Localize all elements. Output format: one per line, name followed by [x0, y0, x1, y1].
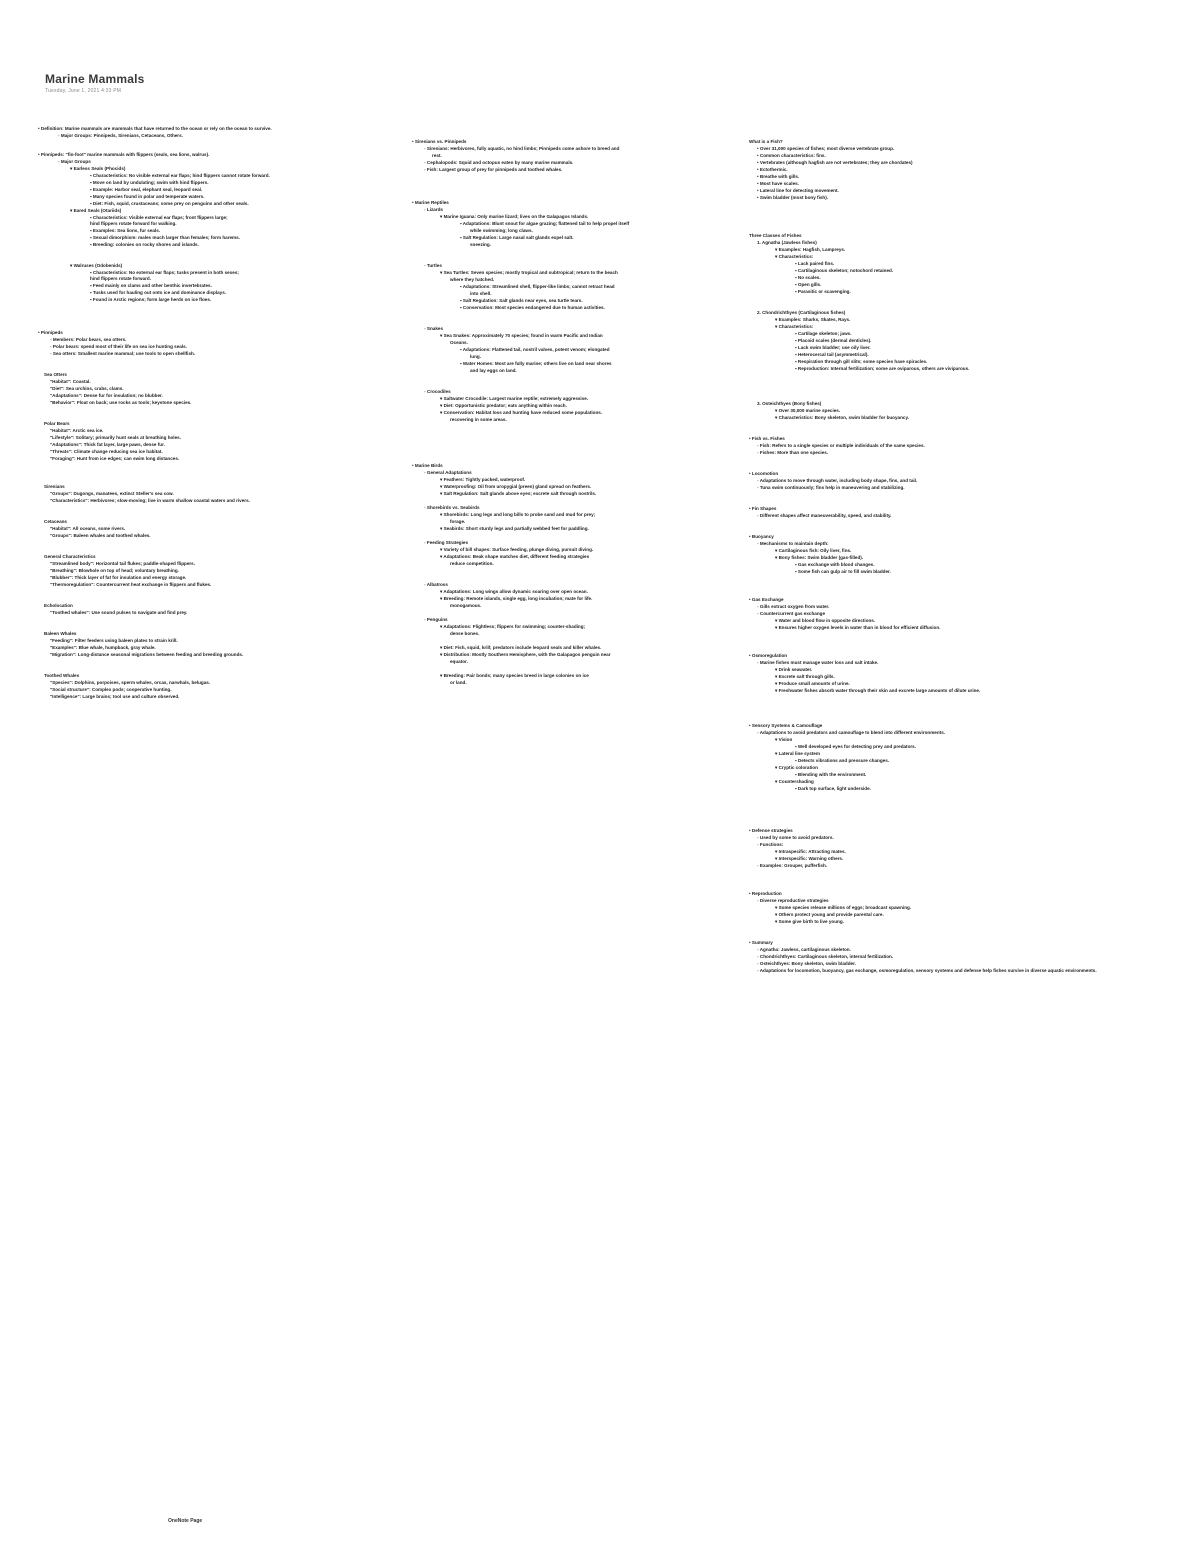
note-line: ◦ Snakes — [424, 326, 443, 331]
note-line: "Habitat": Coastal. — [50, 379, 91, 384]
note-line: ▾ Sea Turtles: Seven species; mostly tropical and subtropical; return to the beach — [440, 270, 618, 275]
note-line: 2. Chondrichthyes (Cartilaginous fishes) — [757, 310, 846, 315]
note-line: ▾ Countershading — [775, 779, 814, 784]
note-line: ◦ Mechanisms to maintain depth: — [757, 541, 829, 546]
note-line: lung. — [470, 354, 481, 359]
note-line: while swimming; long claws. — [470, 228, 533, 233]
note-line: ◦ Shorebirds vs. Seabirds — [424, 505, 480, 510]
note-line: • Common characteristics: fins. — [757, 153, 826, 158]
note-line: ◦ Marine fishes must manage water loss and salt intake. — [757, 660, 879, 665]
note-line: ◦ Diverse reproductive strategies — [757, 898, 829, 903]
note-line: ▪ Found in Arctic regions; form large herds on ice floes. — [90, 297, 212, 302]
note-line: ◦ Chondrichthyes: Cartilaginous skeleton, internal fertilization. — [757, 954, 894, 959]
note-line: "Adaptations": Thick fat layer, large paws, dense fur. — [50, 442, 165, 447]
note-line: ▪ Cartilaginous skeleton; notochord retained. — [795, 268, 894, 273]
note-line: ▾ Salt Regulation: Salt glands above eyes; excrete salt through nostrils. — [440, 491, 597, 496]
note-line: Polar Bears — [44, 421, 70, 426]
note-line: ◦ Functions: — [757, 842, 784, 847]
note-line: Baleen Whales — [44, 631, 77, 636]
note-line: ◦ Agnatha: Jawless, cartilaginous skeleton. — [757, 947, 851, 952]
note-line: ◦ Feeding Strategies — [424, 540, 469, 545]
note-line: ▾ Marine Iguana: Only marine lizard; lives on the Galapagos Islands. — [440, 214, 589, 219]
note-line: • Marine Reptiles — [412, 200, 449, 205]
note-line: ▾ Drink seawater. — [775, 667, 813, 672]
note-line: Cetaceans — [44, 519, 67, 524]
note-line: ◦ General Adaptations — [424, 470, 472, 475]
note-line: ▾ Produce small amounts of urine. — [775, 681, 850, 686]
note-line: ▪ Water Homes: Most are fully marine; others live on land near shores — [460, 361, 612, 366]
note-line: ▾ Earless Seals (Phocids) — [70, 166, 126, 171]
note-line: ▪ Move on land by undulating; swim with hind flippers. — [90, 180, 209, 185]
note-line: forage. — [450, 519, 466, 524]
note-line: ▾ Variety of bill shapes: Surface feeding, plunge diving, pursuit diving. — [440, 547, 594, 552]
note-line: ◦ Gills extract oxygen from water. — [757, 604, 830, 609]
note-line: "Behavior": Float on back; use rocks as tools; keystone species. — [50, 400, 192, 405]
note-line: Toothed Whales — [44, 673, 80, 678]
note-line: where they hatched. — [450, 277, 495, 282]
note-line: "Habitat": Arctic sea ice. — [50, 428, 104, 433]
note-line: ▪ Salt Regulation: Large nasal salt glands expel salt. — [460, 235, 574, 240]
note-line: "Examples": Blue whale, humpback, gray whale. — [50, 645, 156, 650]
note-line: • Over 31,000 species of fishes; most diverse vertebrate group. — [757, 146, 895, 151]
note-line: ▾ Water and blood flow in opposite directions. — [775, 618, 876, 623]
note-line: ▾ Adaptations: Flightless; flippers for swimming; counter-shading; — [440, 624, 586, 629]
note-line: ◦ Fish: Largest group of prey for pinnipeds and toothed whales. — [424, 167, 563, 172]
note-line: ◦ Members: Polar bears, sea otters. — [50, 337, 127, 342]
note-line: Sea Otters — [44, 372, 67, 377]
note-line: ▾ Freshwater fishes absorb water through their skin and excrete large amounts of dilute urine. — [775, 688, 981, 693]
note-line: ▪ Many species found in polar and temperate waters. — [90, 194, 205, 199]
note-line: ◦ Adaptations for locomotion, buoyancy, gas exchange, osmoregulation, sensory systems and defense help fishes survive in diverse aquatic environments. — [757, 968, 1097, 973]
note-line: "Species": Dolphins, porpoises, sperm whales, orcas, narwhals, belugas. — [50, 680, 211, 685]
note-line: ▾ Distribution: Mostly Southern Hemisphere, with the Galapagos penguin near — [440, 652, 611, 657]
note-line: ▪ Placoid scales (dermal denticles). — [795, 338, 872, 343]
note-line: Oceans. — [450, 340, 468, 345]
note-line: ◦ Cephalopods: Squid and octopus eaten by many marine mammals. — [424, 160, 574, 165]
note-line: ◦ Sirenians: Herbivores, fully aquatic, no hind limbs; Pinnipeds come ashore to breed and — [424, 146, 620, 151]
note-line: • Pinnipeds — [38, 330, 63, 335]
note-line: ▾ Characteristics: — [775, 324, 814, 329]
note-line: ◦ Penguins — [424, 617, 448, 622]
note-line: • Most have scales. — [757, 181, 799, 186]
note-line: hind flippers rotate forward for walking. — [90, 221, 177, 226]
note-line: • Locomotion — [749, 471, 779, 476]
note-line: equator. — [450, 659, 468, 664]
note-line: ◦ Polar bears: spend most of their life on sea ice hunting seals. — [50, 344, 187, 349]
note-line: ◦ Fish: Refers to a single species or multiple individuals of the same species. — [757, 443, 925, 448]
note-line: ▾ Saltwater Crocodile: Largest marine reptile; extremely aggressive. — [440, 396, 589, 401]
note-line: ▪ Example: Harbor seal, elephant seal, leopard seal. — [90, 187, 203, 192]
note-line: ▪ Salt Regulation: Salt glands near eyes, sea turtle tears. — [460, 298, 583, 303]
note-line: ▾ Diet: Opportunistic predator; eats anything within reach. — [440, 403, 567, 408]
note-line: ▾ Some give birth to live young. — [775, 919, 844, 924]
note-line: ▾ Characteristics: Bony skeleton, swim bladder for buoyancy. — [775, 415, 909, 420]
note-line: ▪ Examples: Sea lions, fur seals. — [90, 228, 161, 233]
note-line: ▪ Gas exchange with blood changes. — [795, 562, 875, 567]
note-line: "Toothed whales": Use sound pulses to navigate and find prey. — [50, 610, 188, 615]
note-line: ▾ Cryptic coloration — [775, 765, 818, 770]
note-line: ▪ No scales. — [795, 275, 821, 280]
note-line: ▾ Bony fishes: Swim bladder (gas-filled). — [775, 555, 864, 560]
note-line: ▾ Diet: Fish, squid, krill; predators include leopard seals and killer whales. — [440, 645, 602, 650]
note-line: "Threats": Climate change reducing sea ice habitat. — [50, 449, 163, 454]
note-line: ▪ Adaptations: Streamlined shell, flipper-like limbs; cannot retract head — [460, 284, 615, 289]
note-line: ▾ Lateral line system — [775, 751, 820, 756]
note-line: reduce competition. — [450, 561, 494, 566]
note-line: ▾ Sea Snakes: Approximately 70 species; found in warm Pacific and Indian — [440, 333, 603, 338]
note-line: ◦ Turtles — [424, 263, 442, 268]
note-line: ▪ Well developed eyes for detecting prey and predators. — [795, 744, 917, 749]
note-line: • Marine Birds — [412, 463, 443, 468]
note-line: ▪ Parasitic or scavenging. — [795, 289, 851, 294]
note-line: and lay eggs on land. — [470, 368, 517, 373]
note-line: 1. Agnatha (Jawless fishes) — [757, 240, 817, 245]
page-footer: OneNote Page — [168, 1518, 203, 1524]
note-line: rest. — [432, 153, 442, 158]
note-line: ▪ Some fish can gulp air to fill swim bladder. — [795, 569, 891, 574]
note-line: "Intelligence": Large brains; tool use and culture observed. — [50, 694, 180, 699]
note-line: ▪ Lack paired fins. — [795, 261, 835, 266]
note-line: ▾ Examples: Sharks, Skates, Rays. — [775, 317, 851, 322]
note-line: • Gas Exchange — [749, 597, 784, 602]
note-line: ▾ Vision — [775, 737, 793, 742]
note-line: ▾ Intraspecific: Attracting mates. — [775, 849, 846, 854]
note-line: ▾ Breeding: Pair bonds; many species breed in large colonies on ice — [440, 673, 589, 678]
note-line: dense bones. — [450, 631, 480, 636]
note-line: ◦ Different shapes affect maneuverability, speed, and stability. — [757, 513, 892, 518]
note-line: monogamous. — [450, 603, 482, 608]
note-line: ▾ Adaptations: Long wings allow dynamic soaring over open ocean. — [440, 589, 588, 594]
note-line: "Foraging": Hunt from ice edges; can swim long distances. — [50, 456, 180, 461]
note-line: "Characteristics": Herbivores; slow-moving; live in warm shallow coastal waters and rivers. — [50, 498, 250, 503]
note-line: "Adaptations": Dense fur for insulation; no blubber. — [50, 393, 163, 398]
note-line: ▾ Characteristics: — [775, 254, 814, 259]
note-line: ▾ Excrete salt through gills. — [775, 674, 835, 679]
note-line: • Fish vs. Fishes — [749, 436, 785, 441]
note-line: ▪ Lack swim bladder; use oily liver. — [795, 345, 871, 350]
note-line: ▾ Walruses (Odobenids) — [70, 263, 123, 268]
page-title: Marine Mammals — [45, 72, 145, 86]
note-line: ◦ Albatross — [424, 582, 448, 587]
note-line: sneezing. — [470, 242, 491, 247]
note-line: • Sensory Systems & Camouflage — [749, 723, 823, 728]
note-line: ▾ Interspecific: Warning others. — [775, 856, 844, 861]
note-line: ▪ Sexual dimorphism: males much larger than females; form harems. — [90, 235, 240, 240]
note-line: "Diet": Sea urchins, crabs, clams. — [50, 386, 124, 391]
note-line: ▾ Feathers: Tightly packed, waterproof. — [440, 477, 526, 482]
note-line: "Blubber": Thick layer of fat for insulation and energy storage. — [50, 575, 187, 580]
note-line: • Breathe with gills. — [757, 174, 800, 179]
note-line: • Lateral line for detecting movement. — [757, 188, 839, 193]
note-line: ▪ Heterocercal tail (asymmetrical). — [795, 352, 869, 357]
note-line: ◦ Tuna swim continuously; fins help in maneuvering and stabilizing. — [757, 485, 905, 490]
note-line: ▪ Dark top surface, light underside. — [795, 786, 871, 791]
note-line: ▪ Open gills. — [795, 282, 822, 287]
note-line: ◦ Adaptations to avoid predators and camouflage to blend into different environments. — [757, 730, 946, 735]
note-line: "Feeding": Filter feeders using baleen plates to strain krill. — [50, 638, 178, 643]
note-line: ▾ Breeding: Remote islands, single egg, long incubation; mate for life. — [440, 596, 593, 601]
note-line: or land. — [450, 680, 467, 685]
note-line: • Vertebrates (although hagfish are not vertebrates; they are chordates) — [757, 160, 913, 165]
note-line: ◦ Lizards — [424, 207, 443, 212]
note-line: Echolocation — [44, 603, 73, 608]
note-line: • Pinnipeds: "fin-foot" marine mammals with flippers (seals, sea lions, walrus). — [38, 152, 210, 157]
note-line: • Defense strategies — [749, 828, 793, 833]
note-line: "Social structure": Complex pods; cooperative hunting. — [50, 687, 172, 692]
note-line: ▪ Reproduction: Internal fertilization; some are oviparous, others are viviparous. — [795, 366, 970, 371]
note-line: ▾ Examples: Hagfish, Lampreys. — [775, 247, 846, 252]
note-line: ▪ Adaptations: Blunt snout for algae grazing; flattened tail to help propel itself — [460, 221, 630, 226]
note-line: ▪ Conservation: Most species endangered due to human activities. — [460, 305, 605, 310]
note-line: ▪ Adaptations: Flattened tail, nostril valves, potent venom; elongated — [460, 347, 610, 352]
note-line: "Lifestyle": Solitary; primarily hunt seals at breathing holes. — [50, 435, 181, 440]
note-line: "Migration": Long-distance seasonal migrations between feeding and breeding grounds. — [50, 652, 244, 657]
note-line: • Sirenians vs. Pinnipeds — [412, 139, 467, 144]
note-line: ▾ Adaptations: Beak shape matches diet, different feeding strategies — [440, 554, 590, 559]
note-line: ◦ Osteichthyes: Bony skeleton, swim bladder. — [757, 961, 856, 966]
note-line: ▪ Blending with the environment. — [795, 772, 867, 777]
note-line: into shell. — [470, 291, 492, 296]
note-line: ▾ Others protect young and provide parental care. — [775, 912, 884, 917]
note-line: ▪ Detects vibrations and pressure changes. — [795, 758, 890, 763]
note-line: What is a Fish? — [749, 139, 783, 144]
note-line: ▾ Eared Seals (Otariids) — [70, 208, 122, 213]
note-line: ▪ Characteristics: No visible external ear flaps; hind flippers cannot rotate forward. — [90, 173, 270, 178]
note-line: ▾ Cartilaginous fish: Oily liver, fins. — [775, 548, 852, 553]
note-line: • Summary — [749, 940, 773, 945]
note-line: Sirenians — [44, 484, 65, 489]
note-line: ▾ Over 30,000 marine species. — [775, 408, 841, 413]
note-line: ◦ Examples: Grouper, pufferfish. — [757, 863, 828, 868]
note-line: • Buoyancy — [749, 534, 774, 539]
note-line: ◦ Major Groups — [58, 159, 91, 164]
note-line: "Thermoregulation": Countercurrent heat exchange in flippers and flukes. — [50, 582, 212, 587]
note-line: ◦ Major Groups: Pinnipeds, Sirenians, Cetaceans, Others. — [58, 133, 183, 138]
note-line: ▪ Respiration through gill slits; some species have spiracles. — [795, 359, 928, 364]
note-line: ▾ Shorebirds: Long legs and long bills to probe sand and mud for prey; — [440, 512, 596, 517]
note-line: ◦ Adaptations to move through water, including body shape, fins, and tail. — [757, 478, 918, 483]
note-line: ◦ Fishes: More than one species. — [757, 450, 829, 455]
note-line: • Reproduction — [749, 891, 782, 896]
note-line: hind flippers rotate forward. — [90, 276, 151, 281]
note-line: ▪ Diet: Fish, squid, crustaceans; some prey on penguins and other seals. — [90, 201, 249, 206]
note-line: ▾ Conservation: Habitat loss and hunting have reduced some populations. — [440, 410, 603, 415]
note-line: ▪ Characteristics: No external ear flaps; tusks present in both sexes; — [90, 270, 239, 275]
note-line: "Groups": Dugongs, manatees, extinct Steller's sea cow. — [50, 491, 174, 496]
note-line: ◦ Sea otters: Smallest marine mammal; use tools to open shellfish. — [50, 351, 196, 356]
note-line: • Definition: Marine mammals are mammals that have returned to the ocean or rely on the ocean to survive. — [38, 126, 272, 131]
note-line: "Streamlined body": Horizontal tail flukes; paddle-shaped flippers. — [50, 561, 195, 566]
note-line: ▪ Feed mainly on clams and other benthic invertebrates. — [90, 283, 212, 288]
note-line: ◦ Countercurrent gas exchange — [757, 611, 826, 616]
note-line: ◦ Used by some to avoid predators. — [757, 835, 834, 840]
note-line: ▾ Seabirds: Short sturdy legs and partially webbed feet for paddling. — [440, 526, 589, 531]
note-line: 3. Osteichthyes (Bony fishes) — [757, 401, 822, 406]
note-line: General Characteristics — [44, 554, 96, 559]
note-line: ▪ Breeding: colonies on rocky shores and islands. — [90, 242, 199, 247]
note-line: • Osmoregulation — [749, 653, 788, 658]
note-line: Three Classes of Fishes — [749, 233, 802, 238]
note-line: • Swim bladder (most bony fish). — [757, 195, 829, 200]
page-date: Tuesday, June 1, 2021 4:33 PM — [45, 88, 122, 94]
note-line: • Fin Shapes — [749, 506, 777, 511]
note-line: ▾ Waterproofing: Oil from uropygial (preen) gland spread on feathers. — [440, 484, 592, 489]
note-line: ▪ Tusks used for hauling out onto ice and dominance displays. — [90, 290, 227, 295]
note-line: ▾ Ensures higher oxygen levels in water than in blood for efficient diffusion. — [775, 625, 941, 630]
note-line: ▪ Characteristics: Visible external ear flaps; front flippers large; — [90, 215, 228, 220]
note-line: "Habitat": All oceans, some rivers. — [50, 526, 126, 531]
note-line: "Breathing": Blowhole on top of head; voluntary breathing. — [50, 568, 179, 573]
note-line: • Ectothermic. — [757, 167, 788, 172]
note-line: recovering in some areas. — [450, 417, 507, 422]
note-line: ▪ Cartilage skeleton; jaws. — [795, 331, 852, 336]
note-line: ◦ Crocodiles — [424, 389, 451, 394]
note-line: ▾ Some species release millions of eggs; broadcast spawning. — [775, 905, 912, 910]
note-line: "Groups": Baleen whales and toothed whales. — [50, 533, 151, 538]
